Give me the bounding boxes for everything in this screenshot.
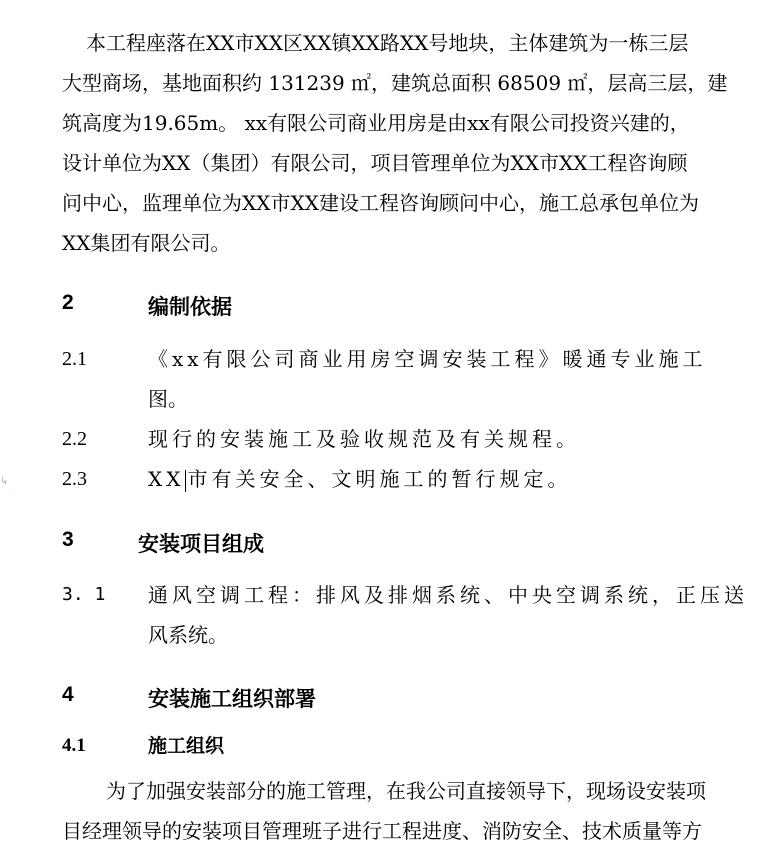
section-2-number: 2 xyxy=(62,291,74,314)
intro-line-2: 大型商场，基地面积约 131239 ㎡，建筑总面积 68509 ㎡，层高三层，建 xyxy=(62,71,728,95)
intro-line-3: 筑高度为19.65m。 xx有限公司商业用房是由xx有限公司投资兴建的， xyxy=(62,111,690,135)
item-2-1-line-1: 《xx有限公司商业用房空调安装工程》暖通专业施工 xyxy=(148,347,707,371)
paragraph-marker-icon: ↳ xyxy=(0,476,9,487)
subsection-4-1-title: 施工组织 xyxy=(148,735,225,757)
section-4-title: 安装施工组织部署 xyxy=(148,687,316,711)
intro-line-5: 问中心，监理单位为XX市XX建设工程咨询顾问中心，施工总承包单位为 xyxy=(62,191,699,215)
item-2-3-prefix: XX xyxy=(148,467,185,491)
item-3-1-line-1: 通风空调工程：排风及排烟系统、中央空调系统，正压送 xyxy=(148,583,748,607)
section-3-number: 3 xyxy=(62,528,74,551)
intro-line-6: XX集团有限公司。 xyxy=(62,231,231,255)
item-2-2-number: 2.2 xyxy=(62,428,87,450)
item-2-1-line-2: 图。 xyxy=(148,387,188,411)
subsection-4-1-number: 4.1 xyxy=(62,735,86,756)
section-2-title: 编制依据 xyxy=(148,295,232,319)
para-4-1-line-2: 目经理领导的安装项目管理班子进行工程进度、消防安全、技术质量等方 xyxy=(62,819,702,843)
item-2-3-number: 2.3 xyxy=(62,468,87,490)
item-3-1-number: 3. 1 xyxy=(62,584,106,605)
item-2-1-number: 2.1 xyxy=(62,348,87,370)
section-3-title: 安装项目组成 xyxy=(138,532,264,556)
item-2-2-line-1: 现行的安装施工及验收规范及有关规程。 xyxy=(148,427,580,451)
item-2-3-line-1[interactable] xyxy=(148,467,571,492)
section-4-number: 4 xyxy=(62,683,74,706)
intro-line-1: 本工程座落在XX市XX区XX镇XX路XX号地块，主体建筑为一栋三层 xyxy=(86,31,689,55)
para-4-1-line-1: 为了加强安装部分的施工管理，在我公司直接领导下，现场设安装项 xyxy=(106,779,706,803)
item-3-1-line-2: 风系统。 xyxy=(148,623,228,647)
item-2-3-text: 市有关安全、文明施工的暂行规定。 xyxy=(187,467,572,491)
intro-line-4: 设计单位为XX（集团）有限公司，项目管理单位为XX市XX工程咨询顾 xyxy=(62,151,688,175)
